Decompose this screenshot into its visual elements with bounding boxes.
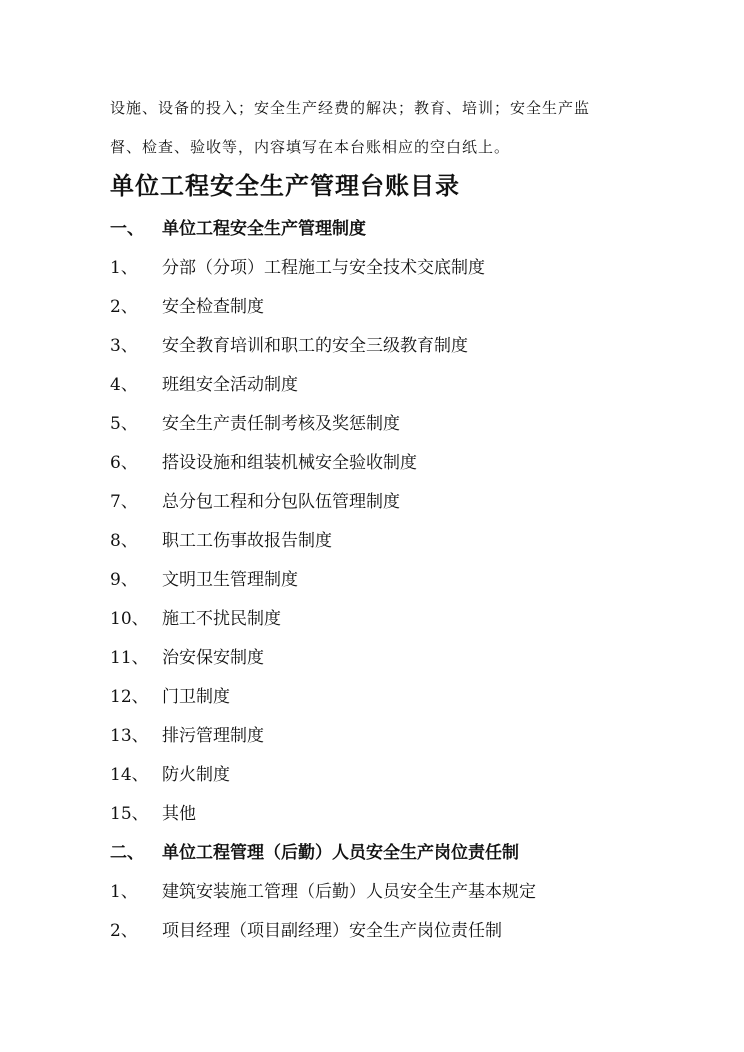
item-number: 15、 [110,804,149,824]
list-item [110,760,230,785]
item-text: 搭设设施和组装机械安全验收制度 [162,453,417,473]
item-number: 10、 [110,609,149,629]
item-text: 施工不扰民制度 [162,609,281,629]
list-item [110,565,298,590]
list-item [110,682,230,707]
item-number: 2、 [110,921,138,941]
list-item [110,292,264,317]
section-2-heading [110,838,519,863]
item-text: 排污管理制度 [162,726,264,746]
document-title: 单位工程安全生产管理台账目录 [110,171,460,200]
section-2-title: 单位工程管理（后勤）人员安全生产岗位责任制 [162,843,519,863]
item-text: 班组安全活动制度 [162,375,298,395]
list-item [110,604,281,629]
list-item [110,448,417,473]
item-number: 3、 [110,336,138,356]
list-item [110,370,298,395]
section-1-number: 一、 [110,219,144,239]
list-item [110,721,264,746]
item-text: 其他 [162,804,196,824]
item-number: 2、 [110,297,138,317]
section-1-heading [110,214,366,239]
list-item [110,331,468,356]
item-number: 4、 [110,375,138,395]
item-text: 安全生产责任制考核及奖惩制度 [162,414,400,434]
list-item [110,799,196,824]
list-item [110,643,264,668]
item-text: 总分包工程和分包队伍管理制度 [162,492,400,512]
item-number: 1、 [110,882,138,902]
item-text: 治安保安制度 [162,648,264,668]
item-number: 5、 [110,414,138,434]
intro-line-1: 设施、设备的投入；安全生产经费的解决；教育、培训；安全生产监 [110,99,591,117]
item-number: 9、 [110,570,138,590]
item-number: 8、 [110,531,138,551]
item-text: 门卫制度 [162,687,230,707]
list-item [110,487,400,512]
list-item [110,409,400,434]
item-number: 1、 [110,258,138,278]
section-1-title: 单位工程安全生产管理制度 [162,219,366,239]
item-text: 建筑安装施工管理（后勤）人员安全生产基本规定 [162,882,536,902]
item-number: 6、 [110,453,138,473]
item-text: 防火制度 [162,765,230,785]
item-text: 安全检查制度 [162,297,264,317]
item-text: 项目经理（项目副经理）安全生产岗位责任制 [162,921,502,941]
list-item [110,877,536,902]
item-number: 12、 [110,687,149,707]
item-text: 安全教育培训和职工的安全三级教育制度 [162,336,468,356]
item-text: 分部（分项）工程施工与安全技术交底制度 [162,258,485,278]
item-number: 14、 [110,765,149,785]
intro-line-2: 督、检查、验收等，内容填写在本台账相应的空白纸上。 [110,138,511,156]
item-number: 11、 [110,648,149,668]
item-number: 13、 [110,726,149,746]
list-item [110,253,485,278]
list-item [110,916,502,941]
list-item [110,526,332,551]
item-text: 文明卫生管理制度 [162,570,298,590]
section-2-number: 二、 [110,843,144,863]
item-number: 7、 [110,492,138,512]
item-text: 职工工伤事故报告制度 [162,531,332,551]
